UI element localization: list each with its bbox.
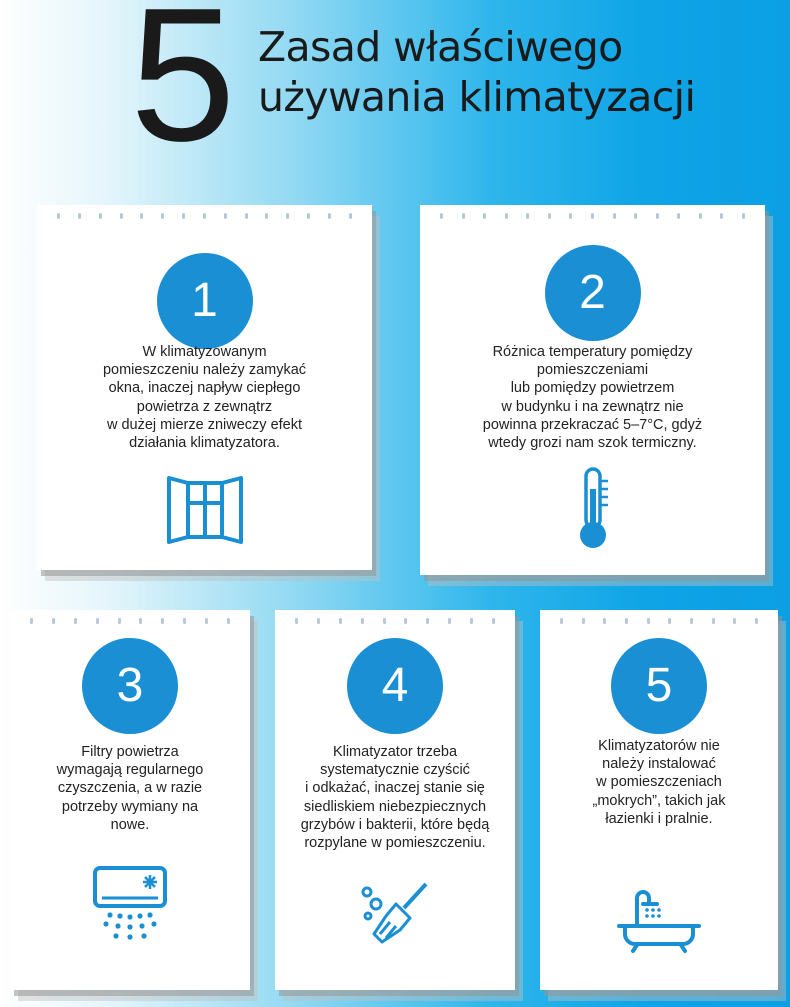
ring-hole: [526, 213, 529, 219]
card-text: W klimatyzowanym pomieszczeniu należy zamykać okna, inaczej napływ ciepłego powietrza z zewnątrz w dużej mierze zniweczy efekt działania klimatyzatora.: [102, 344, 307, 452]
ring-hole: [30, 618, 33, 624]
ring-hole: [677, 213, 680, 219]
ring-hole: [118, 618, 121, 624]
ring-hole: [183, 618, 186, 624]
card-4: [275, 610, 515, 990]
header-number: 5: [130, 0, 232, 181]
header: [0, 0, 790, 180]
card-5: [540, 610, 778, 990]
card-text: Klimatyzatorów nie należy instalować w pomieszczeniach „mokrych”, takich jak łazienki i pralnie.: [592, 738, 726, 827]
ring-hole: [426, 618, 429, 624]
ring-hole: [57, 213, 60, 219]
ring-hole: [625, 618, 628, 624]
ring-hole: [742, 213, 745, 219]
cleaning-broom-icon: [360, 880, 430, 946]
ring-hole: [161, 618, 164, 624]
card-dots: [57, 213, 352, 221]
ring-hole: [505, 213, 508, 219]
card-number-badge: 2: [545, 245, 641, 341]
card-number-badge: 4: [347, 638, 443, 734]
ring-hole: [52, 618, 55, 624]
ring-hole: [161, 213, 164, 219]
card-1: [37, 205, 372, 570]
card-text: Różnica temperatury pomiędzy pomieszczeniami lub pomiędzy powietrzem w budynku i na zewnątrz nie powinna przekraczać 5–7°C, gdyż wtedy grozi nam szok termiczny.: [482, 344, 703, 452]
card-3: [10, 610, 250, 990]
ring-hole: [139, 618, 142, 624]
ring-hole: [656, 213, 659, 219]
ring-hole: [582, 618, 585, 624]
ring-hole: [569, 213, 572, 219]
ring-hole: [440, 213, 443, 219]
ring-hole: [140, 213, 143, 219]
ring-hole: [470, 618, 473, 624]
ring-hole: [647, 618, 650, 624]
ring-hole: [404, 618, 407, 624]
ring-hole: [74, 618, 77, 624]
ring-hole: [96, 618, 99, 624]
ring-hole: [492, 618, 495, 624]
card-number-badge: 5: [611, 638, 707, 734]
ring-hole: [462, 213, 465, 219]
ring-hole: [448, 618, 451, 624]
card-2: [420, 205, 765, 575]
ring-hole: [99, 213, 102, 219]
card-number-badge: 1: [157, 253, 253, 349]
ring-hole: [227, 618, 230, 624]
bathtub-shower-icon: [615, 888, 703, 954]
card-dots: [440, 213, 745, 221]
ring-hole: [613, 213, 616, 219]
card-dots: [295, 618, 495, 626]
ring-hole: [265, 213, 268, 219]
card-dots: [30, 618, 230, 626]
ring-hole: [317, 618, 320, 624]
ring-hole: [548, 213, 551, 219]
ring-hole: [78, 213, 81, 219]
ring-hole: [690, 618, 693, 624]
ring-hole: [712, 618, 715, 624]
ring-hole: [755, 618, 758, 624]
ring-hole: [483, 213, 486, 219]
page-title: [258, 22, 778, 122]
ring-hole: [295, 618, 298, 624]
ring-hole: [182, 213, 185, 219]
ring-hole: [699, 213, 702, 219]
ring-hole: [203, 213, 206, 219]
card-number-badge: 3: [82, 638, 178, 734]
ring-hole: [603, 618, 606, 624]
ring-hole: [383, 618, 386, 624]
ring-hole: [560, 618, 563, 624]
card-text: Filtry powietrza wymagają regularnego czyszczenia, a w razie potrzeby wymiany na nowe.: [56, 744, 204, 833]
title-line-1: Zasad właściwego: [258, 23, 623, 71]
ring-hole: [307, 213, 310, 219]
ring-hole: [286, 213, 289, 219]
ring-hole: [720, 213, 723, 219]
ring-hole: [634, 213, 637, 219]
ring-hole: [361, 618, 364, 624]
ring-hole: [328, 213, 331, 219]
ring-hole: [733, 618, 736, 624]
ring-hole: [205, 618, 208, 624]
ring-hole: [224, 213, 227, 219]
ring-hole: [245, 213, 248, 219]
title-line-2: używania klimatyzacji: [258, 73, 696, 121]
window-icon: [163, 475, 247, 545]
air-conditioner-icon: [92, 865, 168, 947]
ring-hole: [591, 213, 594, 219]
card-text: Klimatyzator trzeba systematycznie czyścić i odkażać, inaczej stanie się siedliskiem niebezpiecznych grzybów i bakterii, które będą rozpylane w pomieszczeniu.: [300, 744, 490, 852]
ring-hole: [339, 618, 342, 624]
card-dots: [560, 618, 758, 626]
ring-hole: [668, 618, 671, 624]
ring-hole: [349, 213, 352, 219]
ring-hole: [120, 213, 123, 219]
thermometer-icon: [575, 467, 611, 551]
